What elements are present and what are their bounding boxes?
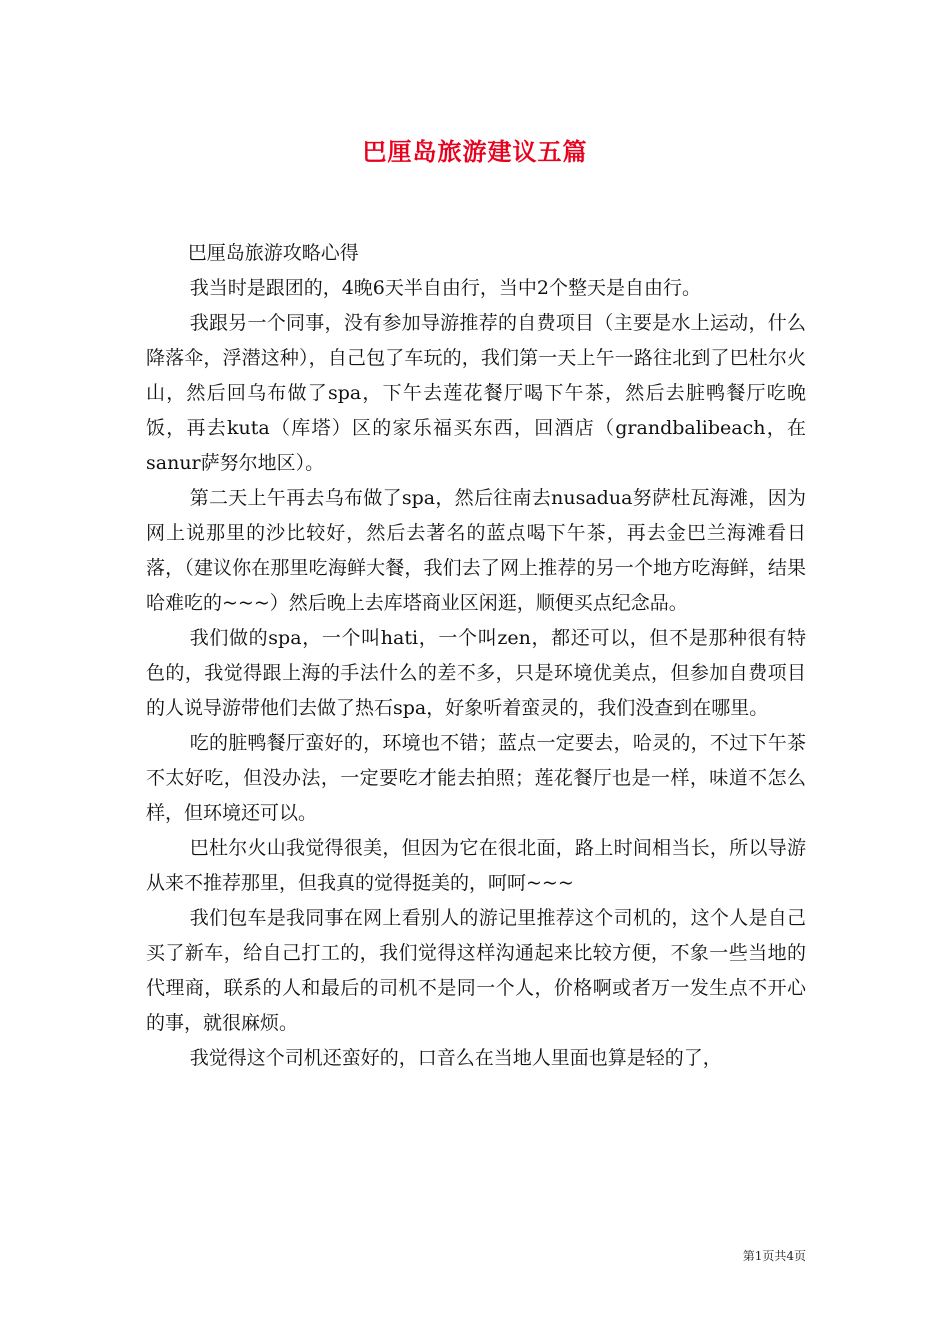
document-title: 巴厘岛旅游建议五篇 [362, 137, 588, 166]
paragraph-8: 我觉得这个司机还蛮好的，口音么在当地人里面也算是轻的了， [189, 1047, 722, 1069]
paragraph-2: 我跟另一个同事，没有参加导游推荐的自费项目（主要是水上运动，什么降落伞，浮潜这种），自己包了车玩的，我们第一天上午一路往北到了巴杜尔火山，然后回乌布做了spa，下午去莲花餐厅喝下午茶，然后去脏鸭餐厅吃晚饭，再去kuta（库塔）区的家乐福买东西，回酒店（grandbalibeach，在sanur萨努尔地区）。 [146, 312, 806, 474]
paragraph-1: 我当时是跟团的，4晚6天半自由行，当中2个整天是自由行。 [189, 277, 701, 299]
document-body [146, 236, 806, 1076]
paragraph-6: 巴杜尔火山我觉得很美，但因为它在很北面，路上时间相当长，所以导游从来不推荐那里，但我真的觉得挺美的，呵呵~~~ [146, 837, 806, 894]
paragraph-4: 我们做的spa，一个叫hati，一个叫zen，都还可以，但不是那种很有特色的，我觉得跟上海的手法什么的差不多，只是环境优美点，但参加自费项目的人说导游带他们去做了热石spa，好象听着蛮灵的，我们没查到在哪里。 [146, 627, 806, 719]
paragraph-5: 吃的脏鸭餐厅蛮好的，环境也不错；蓝点一定要去，哈灵的，不过下午茶不太好吃，但没办法，一定要吃才能去拍照；莲花餐厅也是一样，味道不怎么样，但环境还可以。 [146, 732, 806, 824]
paragraph-7: 我们包车是我同事在网上看别人的游记里推荐这个司机的，这个人是自己买了新车，给自己打工的，我们觉得这样沟通起来比较方便，不象一些当地的代理商，联系的人和最后的司机不是同一个人，价格啊或者万一发生点不开心的事，就很麻烦。 [146, 907, 806, 1034]
section-subtitle: 巴厘岛旅游攻略心得 [187, 242, 359, 264]
paragraph-3: 第二天上午再去乌布做了spa，然后往南去nusadua努萨杜瓦海滩，因为网上说那里的沙比较好，然后去著名的蓝点喝下午茶，再去金巴兰海滩看日落，（建议你在那里吃海鲜大餐，我们去了网上推荐的另一个地方吃海鲜，结果哈难吃的~~~）然后晚上去库塔商业区闲逛，顺便买点纪念品。 [146, 487, 806, 614]
page-number: 第1页共4页 [742, 1249, 806, 1263]
